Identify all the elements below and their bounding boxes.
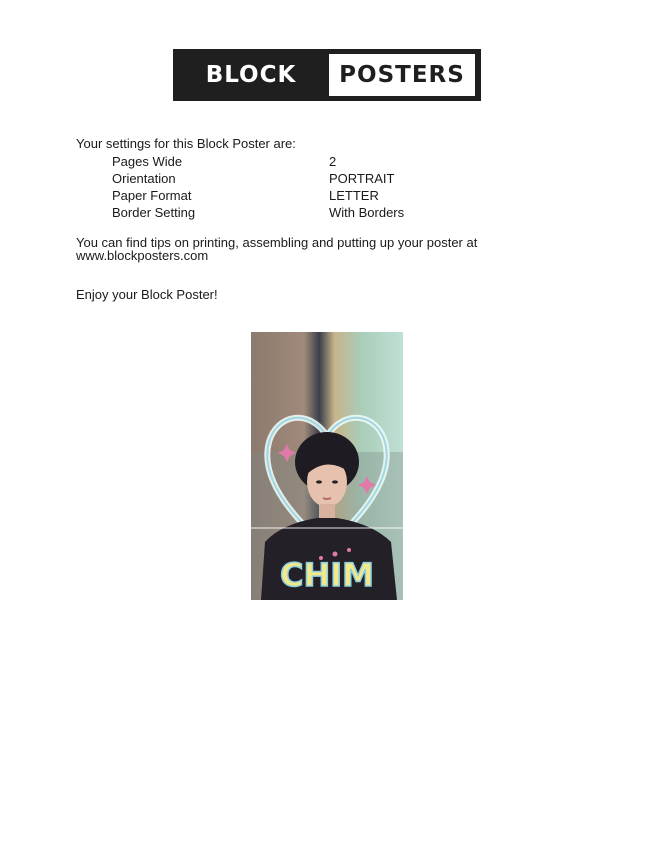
- logo-word-posters: POSTERS: [329, 54, 475, 96]
- setting-label: Orientation: [112, 171, 176, 186]
- shirt-text: CHIM: [279, 556, 375, 594]
- setting-value: LETTER: [329, 188, 379, 203]
- setting-value: 2: [329, 154, 337, 169]
- tips-text: You can find tips on printing, assembling and putting up your poster at: [76, 235, 478, 250]
- setting-value: With Borders: [329, 205, 405, 220]
- setting-label: Border Setting: [112, 205, 196, 220]
- poster-preview-image: [251, 332, 403, 600]
- setting-value: PORTRAIT: [329, 171, 395, 186]
- tips-url: www.blockposters.com: [76, 248, 209, 263]
- setting-label: Pages Wide: [112, 154, 183, 169]
- closing-text: Enjoy your Block Poster!: [76, 287, 218, 302]
- settings-intro: Your settings for this Block Poster are:: [76, 136, 296, 151]
- setting-label: Paper Format: [112, 188, 192, 203]
- block-posters-logo: [173, 49, 481, 101]
- logo-word-block: BLOCK: [205, 62, 297, 88]
